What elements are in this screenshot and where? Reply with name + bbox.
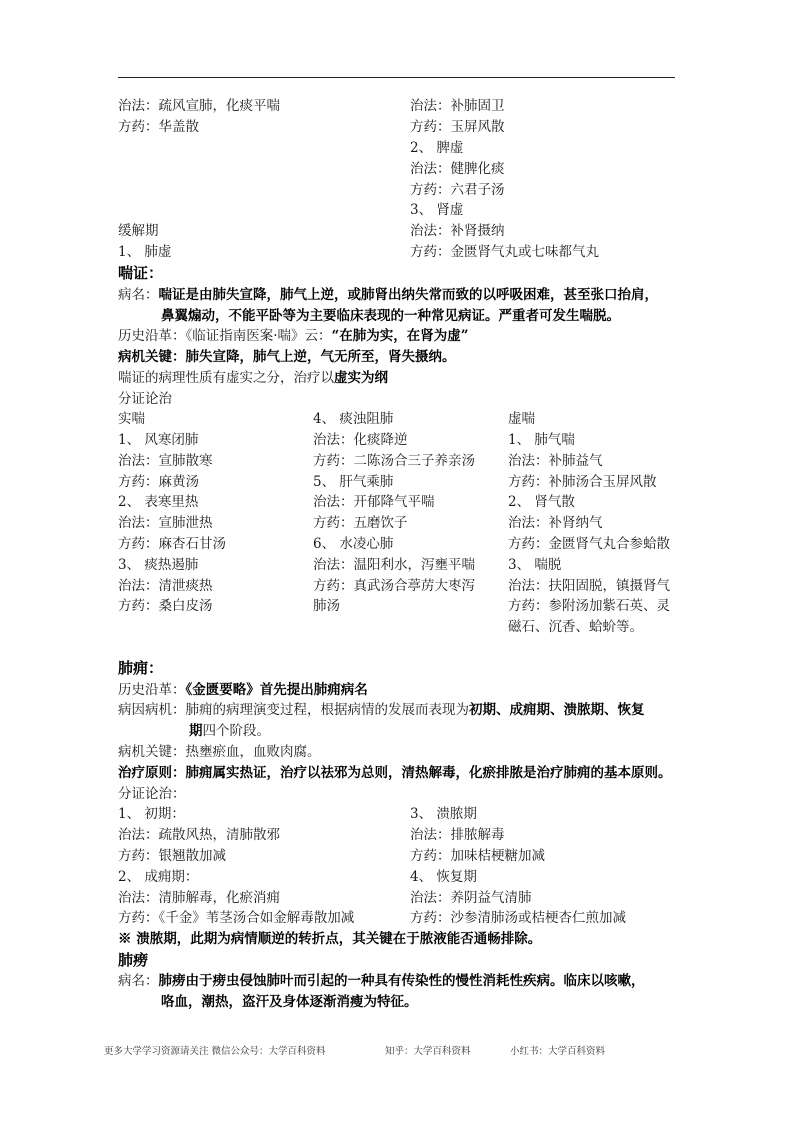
feiyong-cause-prefix: 病因病机：肺痈的病理演变过程，根据病情的发展而表现为	[118, 702, 469, 718]
chuan-col3-line: 3、 喘脱	[508, 557, 562, 573]
footer-zhihu: 知乎：大学百科资料	[385, 1046, 471, 1057]
chuan-history-label: 历史沿革：《临证指南医案·喘》云：	[118, 328, 332, 344]
top-left-line-2: 方药：华盖散	[118, 119, 199, 135]
chuan-col2-line: 方药：二陈汤合三子养亲汤	[313, 453, 475, 469]
chuan-col3-line: 治法：补肾纳气	[508, 515, 603, 531]
top-right-line-6: 3、 肾虚	[410, 202, 464, 218]
feiyong-history	[118, 680, 368, 700]
chuan-definition-line-1	[118, 285, 658, 305]
feiyong-left-line: 2、 成痈期：	[118, 869, 199, 885]
chuan-nature-prefix: 喘证的病理性质有虚实之分，治疗以	[118, 370, 334, 386]
top-right-line-5: 方药：六君子汤	[410, 182, 505, 198]
chuan-col3-line: 1、 肺气喘	[508, 432, 575, 448]
feiyong-principle: 治疗原则：肺痈属实热证，治疗以祛邪为总则，清热解毒，化瘀排脓是治疗肺痈的基本原则。	[118, 765, 672, 781]
feiyong-right-line: 治法：养阴益气清肺	[410, 890, 532, 906]
chuan-col2-line: 5、 肝气乘肺	[313, 474, 394, 490]
chuan-col1-line: 治法：宣肺散寒	[118, 453, 213, 469]
header-rule	[118, 77, 675, 78]
feiyong-note: ※ 溃脓期，此期为病情顺逆的转折点，其关键在于脓液能否通畅排除。	[118, 931, 542, 947]
chuan-col3-line: 虚喘	[508, 411, 535, 427]
feilao-definition-line-2: 咯血，潮热，盗汗及身体逐渐消瘦为特征。	[161, 994, 418, 1010]
feiyong-cause-bold: 初期、成痈期、溃脓期、恢复	[469, 702, 645, 718]
section-title-chuan: 喘证：	[118, 264, 164, 282]
top-right-line-7: 治法：补肾摄纳	[410, 223, 505, 239]
feiyong-cause-line-2	[189, 721, 270, 741]
feiyong-fenzheng-label: 分证论治：	[118, 786, 186, 802]
feiyong-right-line: 4、 恢复期	[410, 869, 477, 885]
chuan-col3-line: 方药：参附汤加紫石英、灵	[508, 598, 670, 614]
feiyong-left-line: 方药：《千金》苇茎汤合如金解毒散加减	[118, 910, 355, 926]
feiyong-history-bold: 《金匮要略》首先提出肺痈病名	[185, 682, 368, 698]
section-title-feilao: 肺痨	[118, 951, 149, 969]
section-title-feiyong: 肺痈：	[118, 659, 164, 677]
chuan-col1-line: 方药：麻杏石甘汤	[118, 536, 226, 552]
chuan-fenzheng-label: 分证论治	[118, 391, 172, 407]
feilao-name-text-1: 肺痨由于痨虫侵蚀肺叶而引起的一种具有传染性的慢性消耗性疾病。临床以咳嗽，	[158, 973, 645, 989]
chuan-history-quote: “在肺为实，在肾为虚”	[331, 328, 469, 344]
chuan-col1-line: 1、 风寒闭肺	[118, 432, 199, 448]
chuan-col1-line: 治法：宣肺泄热	[118, 515, 213, 531]
top-right-line-1: 治法：补肺固卫	[410, 98, 505, 114]
chuan-col3-line: 治法：补肺益气	[508, 453, 603, 469]
feiyong-left-line: 1、 初期：	[118, 806, 185, 822]
top-right-line-3: 2、 脾虚	[410, 140, 464, 156]
chuan-col2-line: 治法：化痰降逆	[313, 432, 408, 448]
feiyong-cause-bold-2: 期	[189, 723, 203, 739]
chuan-col2-line: 治法：开郁降气平喘	[313, 494, 435, 510]
top-left-line-1: 治法：疏风宣肺，化痰平喘	[118, 98, 280, 114]
feilao-definition-line-1	[118, 971, 645, 991]
chuan-name-text-1: 喘证是由肺失宣降，肺气上逆，或肺肾出纳失常而致的以呼吸困难，甚至张口抬肩，	[158, 287, 658, 303]
chuan-key-mechanism: 病机关键：肺失宣降，肺气上逆，气无所至，肾失摄纳。	[118, 349, 456, 365]
chuan-col1-line: 方药：麻黄汤	[118, 474, 199, 490]
top-left-line-3: 缓解期	[118, 223, 159, 239]
chuan-col3-line: 方药：金匮肾气丸合参蛤散	[508, 536, 670, 552]
feiyong-cause-line-1	[118, 700, 645, 720]
chuan-col3-line: 方药：补肺汤合玉屏风散	[508, 474, 657, 490]
chuan-col2-line: 肺汤	[313, 598, 340, 614]
feilao-name-label: 病名：	[118, 973, 159, 989]
top-right-line-4: 治法：健脾化痰	[410, 161, 505, 177]
footer-wechat: 更多大学学习资源请关注 微信公众号：大学百科资料	[104, 1046, 326, 1057]
feiyong-left-line: 方药：银翘散加减	[118, 848, 226, 864]
top-right-line-8: 方药：金匮肾气丸或七味都气丸	[410, 244, 599, 260]
feiyong-key-mechanism: 病机关键：热壅瘀血，血败肉腐。	[118, 744, 321, 760]
chuan-nature-bold: 虚实为纲	[334, 370, 388, 386]
top-right-line-2: 方药：玉屏风散	[410, 119, 505, 135]
chuan-col1-line: 方药：桑白皮汤	[118, 598, 213, 614]
top-left-line-4: 1、 肺虚	[118, 244, 172, 260]
chuan-col3-line: 磁石、沉香、蛤蚧等。	[508, 619, 643, 635]
chuan-col3-line: 治法：扶阳固脱，镇摄肾气	[508, 578, 670, 594]
feiyong-cause-rest: 四个阶段。	[202, 723, 270, 739]
feiyong-right-line: 3、 溃脓期	[410, 806, 477, 822]
chuan-definition-line-2: 鼻翼煽动，不能平卧等为主要临床表现的一种常见病证。严重者可发生喘脱。	[161, 308, 620, 324]
feiyong-left-line: 治法：清肺解毒，化瘀消痈	[118, 890, 280, 906]
chuan-col2-line: 方药：五磨饮子	[313, 515, 408, 531]
feiyong-right-line: 方药：沙参清肺汤或桔梗杏仁煎加减	[410, 910, 626, 926]
chuan-col3-line: 2、 肾气散	[508, 494, 575, 510]
chuan-col1-line: 3、 痰热遏肺	[118, 557, 199, 573]
chuan-col1-line: 实喘	[118, 411, 145, 427]
chuan-name-label: 病名：	[118, 287, 159, 303]
chuan-col1-line: 治法：清泄痰热	[118, 578, 213, 594]
chuan-col2-line: 方药：真武汤合葶苈大枣泻	[313, 578, 475, 594]
feiyong-history-label: 历史沿革：	[118, 682, 186, 698]
feiyong-right-line: 方药：加味桔梗糖加减	[410, 848, 545, 864]
chuan-col2-line: 6、 水凌心肺	[313, 536, 394, 552]
chuan-col2-line: 治法：温阳利水，泻壅平喘	[313, 557, 475, 573]
chuan-nature	[118, 368, 388, 388]
chuan-col1-line: 2、 表寒里热	[118, 494, 199, 510]
footer-xiaohongshu: 小红书：大学百科资料	[510, 1046, 606, 1057]
chuan-col2-line: 4、 痰浊阻肺	[313, 411, 394, 427]
feiyong-left-line: 治法：疏散风热，清肺散邪	[118, 827, 280, 843]
chuan-history	[118, 326, 469, 346]
feiyong-right-line: 治法：排脓解毒	[410, 827, 505, 843]
